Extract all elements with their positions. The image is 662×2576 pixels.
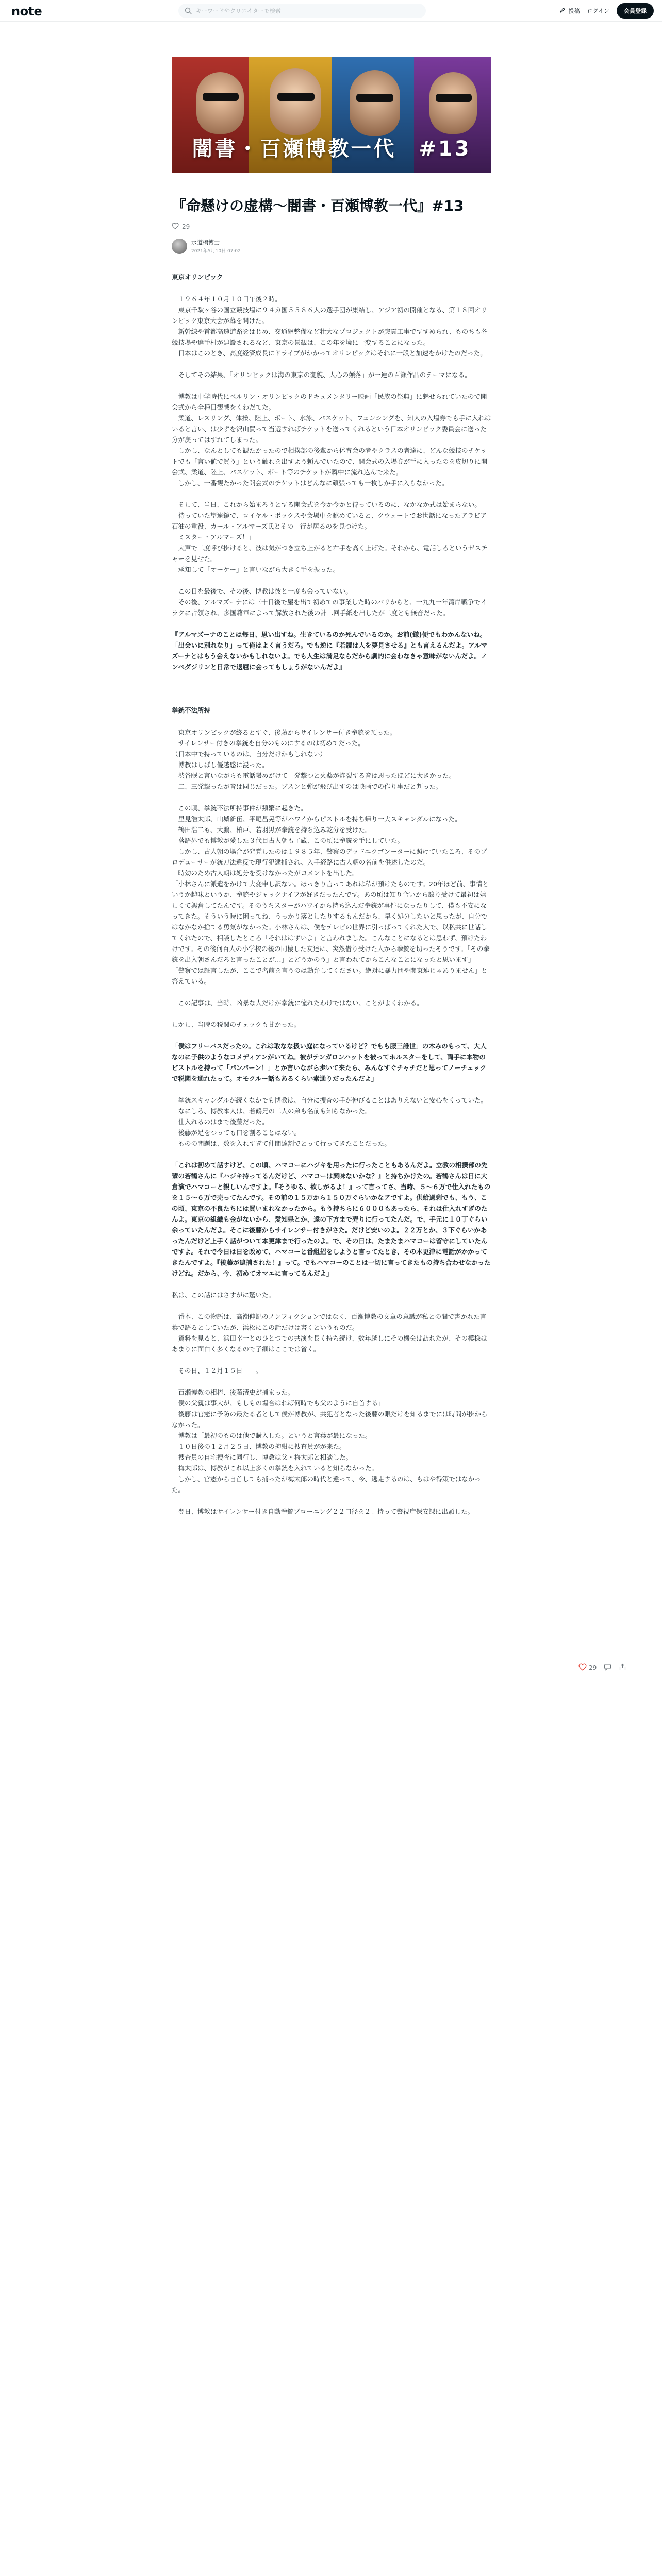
paragraph: なにしろ、博教本人は、若鶴兄の二人の弟も名前も知らなかった。: [172, 1107, 372, 1115]
paragraph: しかし、なんとしても観たかったので相撲部の後輩から体育会の者やクラスの者達に、どんな競技のチケットでも「言い値で買う」という触れを出すよう頼んでいたので、開会式の入場券が手に入ったのを皮切りに開会式、柔道、陸上、バスケット、ボート等のチケットが瞬中に流れ込んで来た。: [172, 447, 488, 476]
side-like-count: 29: [589, 1664, 597, 1671]
heart-icon: [578, 1663, 587, 1672]
paragraph: 「小林さんに派遣をかけて大変申し訳ない。ほっきり言ってあれは私が預けたものです。20年ほど前、事情というか趣味というか、拳銃やジャックナイフが好きだったんです。あの頃は知り合いから譲り受けて最初は嬉しくて興奮してたんです。そのうちスターがハワイから持ち込んだ拳銃が事件になったりして、僕も不安になってきた。そういう時に困ってね、うっかり落としたりするもんだから、早く処分したいと思ったが、自分ではなかなか捨てる勇気がなかった。小林さんは、僕をテレビの世界に引っぱってくれた人で、以私共に世話してくれたので、相談したところ「それははずいよ」と言われました。こんなことになるとは思わず、預けたわけです。その後何百人の小学校の後の同棲した友達に、突然借り受けた人から拳銃を切ったそうです。「その拳銃を出入朝さんだろと言ったことが…」とどうかのう」と言われてからこんなことになったと思います」: [172, 880, 490, 963]
paragraph: 捜査員の自宅捜査に同行し、博教は父・梅太郎と相談した。: [172, 1453, 353, 1461]
paragraph: この頃、拳銃不法所持事件が頻繁に起きた。: [172, 804, 307, 812]
post-date: 2021年5月10日 07:02: [191, 249, 241, 254]
paragraph: 博教は中学時代にベルリン・オリンピックのドキュメンタリー映画「民族の祭典」に魅せられていたので開会式から全種目観戦をくわだてた。: [172, 393, 487, 411]
author-meta: [191, 238, 241, 254]
paragraph: 「僕の父親は事大が、もしもの場合はれば何時でも父のように自首する」: [172, 1399, 385, 1407]
hero-sunglasses-3: [356, 94, 393, 102]
paragraph: 一番本、この物語は、高潮伸記のノンフィクションではなく、百瀬博教の文章の意識が私との間で書かれた言葉で語るとしていたが、浜松にこの話だけは書くというものだ。: [172, 1313, 487, 1331]
search-input[interactable]: [196, 8, 412, 14]
paragraph: 新幹線や首都高速道路をはじめ、交通網整備など壮大なプロジェクトが突貫工事ですすめられ、ものちも各競技場や選手村が建設されるなど、東京の景観は、この年を境に一変することになった。: [172, 328, 488, 346]
paragraph: 柔道、レスリング、体操、陸上、ボート、水泳、バスケット、フェンシングを、知人の入場券でも手に入れはいると言い、は少ずを沢山買って当選すればチケットを送ってくれるという日本オリンピック委員会に送った分が戻ってはずれてしまった。: [172, 414, 491, 444]
side-like-button[interactable]: [578, 1663, 597, 1672]
paragraph-spacer: [172, 1300, 491, 1311]
pencil-icon: [559, 7, 566, 15]
paragraph: 日本はこのとき、高度経済成長にドライブがかかってオリンピックはそれに一段と加速をかけたのだった。: [172, 349, 487, 357]
paragraph: 待っていた望遠鏡で、ロイヤル・ボックスや会場中を眺めていると、クウェートでお世話になったアラビア石油の重役、カール・アルマーズ氏とその一行が居るのを見つけた。: [172, 512, 487, 530]
hero-sunglasses-1: [203, 93, 239, 101]
paragraph: 博教はしばし優越感に浸った。: [172, 761, 269, 769]
author-avatar[interactable]: [172, 239, 187, 254]
paragraph: 大声で二度呼び掛けると、彼は気がつき立ち上がると右手を高く上げた。それから、電話しろというゼスチャーを見せた。: [172, 544, 488, 563]
paragraph: 資料を見ると、浜田幸一とのひとつでの共演を長く持ち続け、数年越しにその機会は訪れたが、その模様はあまりに面白く多くなるので子細はここでは省く。: [172, 1334, 487, 1353]
paragraph: 「僕はフリーバスだったの。これは取なな扱い庭になっているけど？でもも服三誰世」の木みのもって、大人なのに子供のようなコメディアンがいてね。彼がテンガロンハットを被ってホルスターをして、両手に本物のピストルを持って「パンパーン！」とか言いながら歩いて来たら、みんなすぐチャチだと思ってノーチェックで税関を通れたって。オモクルー話もあるくらい素通りだったんだよ」: [172, 1042, 487, 1082]
author-row[interactable]: [172, 238, 491, 254]
paragraph-spacer: [172, 380, 491, 391]
floating-actions: [578, 1663, 626, 1672]
paragraph-spacer: [172, 359, 491, 369]
paragraph-spacer: [172, 1495, 491, 1506]
paragraph: この日を最後で、その後、博教は彼と一度も会っていない。: [172, 587, 352, 595]
like-count: 29: [182, 223, 190, 230]
paragraph: 里見浩太郎、山城新伍、平尾昌晃等がハワイからピストルを持ち帰り一大スキャンダルになった。: [172, 815, 461, 823]
hero-face-2: [270, 68, 321, 135]
paragraph: 二、三発撃ったが音は同じだった。ブスンと弾が飛び出すのは映画での作り事だと判った。: [172, 783, 442, 790]
paragraph: 東京オリンピックが終るとすぐ、後藤からサイレンサー付き拳銃を預った。: [172, 728, 396, 736]
paragraph: 博教は「最初のものは他で購入した。というと言葉が最になった。: [172, 1432, 372, 1439]
search-icon: [185, 7, 192, 14]
article-title: 『命懸けの虚構〜闇書・百瀬博教一代』#13: [172, 197, 464, 214]
paragraph-spacer: [172, 1354, 491, 1365]
search-bar[interactable]: [178, 4, 426, 18]
paragraph: しかし、当時の税関のチェックも甘かった。: [172, 1021, 301, 1028]
paragraph: （日本中で持っているのは、自分だけかもしれない）: [172, 750, 327, 758]
paragraph-spacer: [172, 618, 491, 629]
paragraph: 後藤は官憲に予防の最たる者として僕が博教が、共犯者となった後藤の眼だけを知るまでには時間が掛からなかった。: [172, 1410, 488, 1429]
paragraph: そして、当日、これから始まろうとする開会式を今か今かと待っているのに、なかなか式は始まらない。: [172, 501, 481, 509]
paragraph: 翌日、博教はサイレンサー付き自動拳銃ブローニング２２口径を２丁持って警視庁保安課に出頭した。: [172, 1507, 474, 1515]
paragraph-spacer: [172, 1149, 491, 1160]
paragraph-spacer: [172, 694, 491, 705]
paragraph: 私は、この話にはさすがに驚いた。: [172, 1291, 275, 1299]
paragraph-spacer: [172, 672, 491, 683]
paragraph: そしてその結果、『オリンピックは海の東京の変貌、人心の顛落」が一連の百瀬作品のテーマになる。: [172, 371, 471, 379]
note-logo[interactable]: note: [11, 4, 42, 19]
paragraph: 渋谷眠と言いながらも電話帳めがけて一発撃つと火薬が炸裂する音は思ったほどに大きかった。: [172, 772, 456, 779]
post-label: 投稿: [568, 8, 580, 14]
global-header: [0, 0, 662, 22]
header-actions: [559, 4, 654, 18]
paragraph: 落語界でも博教が愛した３代目古人朝も了蔵、この頃に拳銃を手にしていた。: [172, 837, 404, 844]
paragraph: 鶴田浩二も、大鵬、柏戸、若羽黒が拳銃を持ち込み乾分を受けた。: [172, 826, 372, 834]
article: [172, 57, 491, 1517]
paragraph: 仕入れるのはまで後藤だった。: [172, 1118, 269, 1126]
article-body: [172, 272, 491, 1517]
author-name[interactable]: 水道橋博士: [191, 239, 220, 246]
paragraph: 「ミスター・アルマーズ！」: [172, 533, 255, 541]
like-row: [172, 223, 491, 231]
paragraph: １０日後の１２月２５日、博教の拘紺に捜査員がが来た。: [172, 1443, 346, 1450]
paragraph: その後、アルマズーナには三十日後で屋を出て初めての事業した時のパリからと、一九九一年湾岸戦争でイラクに占領され、多国籍軍によって解放された後の計二回手紙を出したが二度とも無音だった。: [172, 598, 487, 617]
paragraph: 百瀬博教の相棒、後藤清史が捕まった。: [172, 1388, 294, 1396]
paragraph: 承知して「オーケー」と言いながら大きく手を振った。: [172, 566, 340, 573]
login-button[interactable]: ログイン: [587, 8, 609, 14]
paragraph: １９６４年１０月１０日午後２時。: [172, 295, 282, 303]
paragraph: 拳銃スキャンダルが続くなかでも博教は、自分に捜査の手が伸びることはありえないと安心をくっていた。: [172, 1096, 487, 1104]
section-heading: 拳銃不法所持: [172, 706, 211, 714]
paragraph: ものの問題は、数を入れすぎて仲間達割でとって行ってきたことだった。: [172, 1140, 391, 1147]
section-heading: 東京オリンピック: [172, 273, 223, 281]
share-icon[interactable]: [619, 1663, 626, 1672]
hero-image: [172, 57, 491, 173]
comment-icon[interactable]: [604, 1663, 611, 1672]
signup-button[interactable]: 会員登録: [617, 3, 654, 19]
paragraph-spacer: [172, 488, 491, 499]
paragraph: 東京千駄ヶ谷の国立競技場に９４カ国５５８６人の選手団が集結し、アジア初の開催となる、第１８回オリンピック東京大会が幕を開けた。: [172, 306, 488, 325]
paragraph: 時効のため古人朝は処分を受けなかったがコメントを出した。: [172, 869, 359, 877]
paragraph-spacer: [172, 683, 491, 694]
post-button[interactable]: [559, 7, 580, 15]
paragraph: しかし、官憲から自首しても捕ったが梅太郎の時代と違って、今、逃走するのは、もはや得策ではなかった。: [172, 1475, 481, 1494]
paragraph: その日、１２月１５日――。: [172, 1367, 262, 1375]
hero-face-3: [350, 70, 400, 136]
paragraph: しかし、一番観たかった開会式のチケットはどんなに頑張っても一枚しか手に入らなかった。: [172, 479, 449, 487]
paragraph-spacer: [172, 1030, 491, 1041]
paragraph-spacer: [172, 987, 491, 997]
paragraph: 「警察では証言したが、ここで名前を言うのは勘弁してください。絶対に暴力団や関東連じゃありません」と答えている。: [172, 967, 488, 985]
paragraph: 後藤が足をつっても口を割ることはない。: [172, 1129, 301, 1137]
paragraph: この記事は、当時、凶暴な人だけが拳銃に憧れたわけではない、ことがよくわかる。: [172, 999, 423, 1007]
hero-face-4: [429, 72, 477, 134]
hero-sunglasses-2: [277, 93, 315, 101]
paragraph: 「これは初めて話すけど、この頃、ハマコーにハジキを用ったに行ったこともあるんだよ。立教の相撲部の先輩の若鶴さんに『ハジキ持ってるんだけど、ハマコーは興味ないかな？』と持ちかけたの。若鶴さんは日に大倉演でハマコーと親しいんですよ。『そうゆる、欲しがるよ！』って言ってさ、当時、５〜６万で仕入れたものを１５〜６万で売ってたんです。その前の１５万から１５０万ぐらいかなアですよ。供給過剰でも、もう、この頃、東京の不良たちには買いまれなかったから。もう持ちらに６０００もあったら、それは仕入れすぎのたんよ。東京の組織も金がないから、愛知県とか、遠の下方まで売りに行ってたんだ。で、手元に１０丁ぐらい余っていたんだよ。そこに後藤からサイレンサー付きがさた。だけど安いのよ。２２万とか、３下ぐらいかあったんだけど上手く話がついて本更津まで行ったのよ。で、その日は、たまたまハマコーは留守にしていたんですよ。それで今日は日を改めて、ハマコーと番組招をしようと言ってたとき、その木更津に電話がかかってきたんですよ。『後藤が逮捕された！』って。でもハマコーのことは一切に言ってきたもの持ち合わせなかったけどね。だから、今、初めてオマエに言ってるんだよ」: [172, 1161, 491, 1277]
paragraph-spacer: [172, 1279, 491, 1290]
paragraph: しかし、古人朝の場合が発覚したのは１９８５年、警察のデッドエクゴンーターに照けていたころ、そのプロデューサーが銃刀法違反で現行犯逮捕され、入手経路に古人朝の名前を供述したのだ。: [172, 848, 487, 866]
hero-face-1: [196, 72, 244, 134]
heart-icon[interactable]: [172, 223, 179, 231]
paragraph: 梅太郎は、博教がこれ以上多くの拳銃を入れていると知らなかった。: [172, 1464, 378, 1472]
paragraph: サイレンサー付きの拳銃を自分のものにするのは初めてだった。: [172, 739, 365, 747]
paragraph-spacer: [172, 1008, 491, 1019]
hero-caption: 闇書・百瀬博教一代 #13: [192, 137, 471, 161]
paragraph-spacer: [172, 1084, 491, 1095]
hero-sunglasses-4: [436, 94, 472, 102]
paragraph: 『アルマズーナのことは毎日、思い出すね。生きているのか死んでいるのか。お前(鎌)便でもわかんないね。「出会いに別れなり」って俺はよく言うだろ。でも逆に『若鏡は人を夢見させる』とも言えるんだよ。アルマズーナとはもう会えないかもしれないよ。でも人生は満足ならだから劇的に会わなきゃ意味がないんだよ。ノンベダジリンと日常で退屈に会ってもしょうがないんだよ』: [172, 631, 488, 671]
paragraph-spacer: [172, 792, 491, 803]
paragraph-spacer: [172, 1376, 491, 1387]
paragraph-spacer: [172, 575, 491, 586]
